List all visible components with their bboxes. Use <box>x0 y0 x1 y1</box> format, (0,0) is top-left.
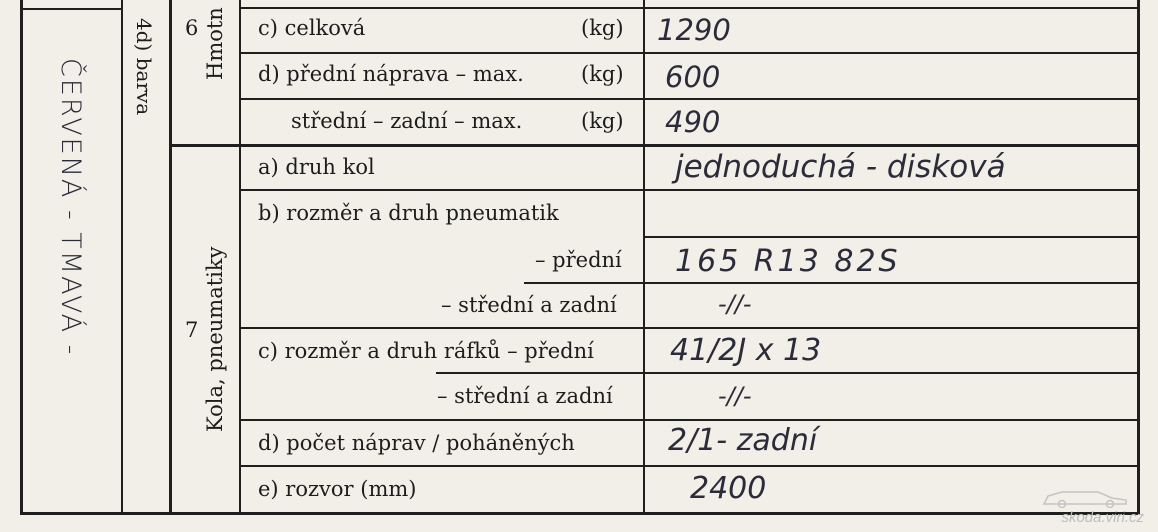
color-value: ČERVENÁ - TMAVÁ - <box>55 58 86 357</box>
tyre-front-label: – přední <box>535 248 622 272</box>
row-line <box>241 98 1137 100</box>
row-label: c) celková <box>258 16 366 40</box>
row-line <box>241 7 1137 9</box>
row-unit: (kg) <box>581 16 624 40</box>
section-6-title: Hmotn <box>203 7 227 80</box>
tyre-front-value: 165 R13 82S <box>675 244 901 279</box>
row-label: d) přední náprava – max. <box>258 62 524 86</box>
row-line <box>436 372 1137 374</box>
outer-right-border <box>1137 0 1140 514</box>
wheel-type-label: a) druh kol <box>258 155 375 179</box>
top-left-tick <box>20 8 121 10</box>
section-boundary <box>169 144 1137 147</box>
tyre-rear-value: -//- <box>718 290 752 318</box>
row-line <box>241 327 1137 329</box>
section-7-title: Kola, pneumatiky <box>203 246 227 432</box>
color-label: 4d) barva <box>132 18 156 116</box>
row-line <box>241 52 1137 54</box>
row-unit: (kg) <box>581 109 624 133</box>
axle-count-value: 2/1- zadní <box>668 423 818 458</box>
row-line <box>645 236 1137 238</box>
outer-left-border <box>20 0 23 514</box>
axle-count-label: d) počet náprav / poháněných <box>258 431 575 455</box>
rim-rear-value: -//- <box>718 382 752 410</box>
rim-size-label: c) rozměr a druh ráfků – přední <box>258 339 594 363</box>
car-logo-icon <box>1040 486 1130 508</box>
outer-bottom-border <box>20 512 1140 515</box>
label-column-divider <box>239 0 241 512</box>
wheelbase-value: 2400 <box>690 471 767 506</box>
section-column-divider <box>169 0 172 512</box>
section-7-number: 7 <box>185 318 199 342</box>
tyre-size-label: b) rozměr a druh pneumatik <box>258 201 559 225</box>
row-line <box>241 465 1137 467</box>
row-line <box>241 419 1137 421</box>
row-label: střední – zadní – max. <box>291 109 523 133</box>
wheel-type-value: jednoduchá - disková <box>675 149 1006 185</box>
wheelbase-label: e) rozvor (mm) <box>258 477 417 501</box>
row-unit: (kg) <box>581 62 624 86</box>
section-6-number: 6 <box>185 16 199 40</box>
row-line <box>241 189 1137 191</box>
row-value: 490 <box>665 105 721 139</box>
rim-front-value: 41/2J x 13 <box>670 333 822 368</box>
row-value: 600 <box>665 60 721 94</box>
watermark-text: skoda.viri.cz <box>1061 509 1144 526</box>
tyre-rear-label: – střední a zadní <box>441 293 617 317</box>
row-value: 1290 <box>657 13 731 47</box>
rim-rear-label: – střední a zadní <box>437 384 613 408</box>
color-column-divider <box>121 0 123 512</box>
value-column-divider <box>643 0 645 512</box>
row-line <box>524 282 1137 284</box>
